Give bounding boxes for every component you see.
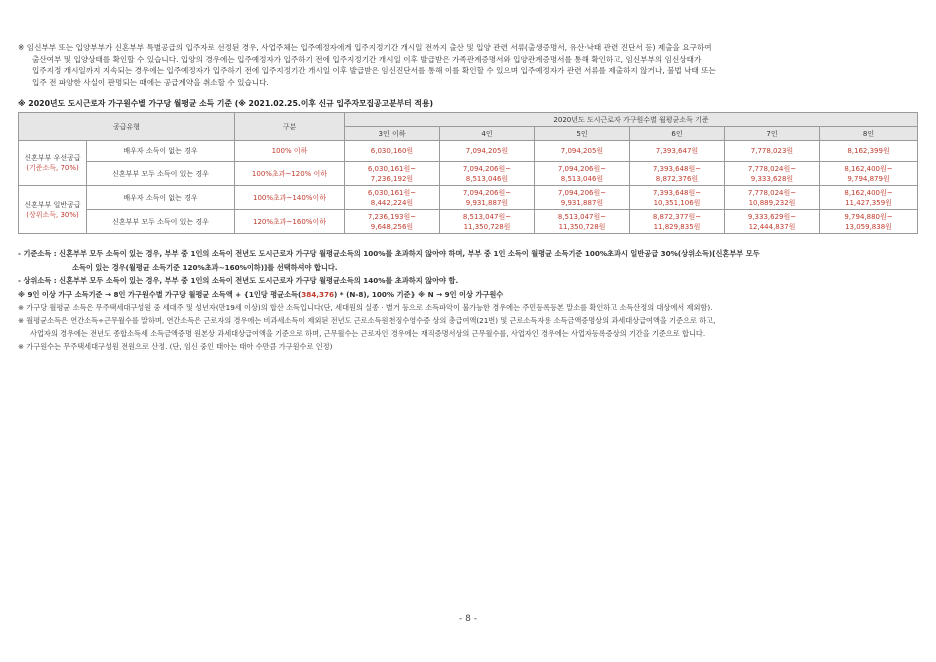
group-label: [19, 141, 87, 186]
table-row: [19, 186, 918, 210]
income-from: 7,094,206원~: [462, 188, 512, 197]
income-cell: 7,094,205원: [440, 141, 535, 162]
income-from: 7,094,206원~: [462, 164, 512, 173]
income-table: [18, 112, 918, 234]
footnote-9plus-c: ※ N → 9인 이상 가구원수: [415, 290, 504, 299]
income-cell: [630, 210, 725, 234]
income-to: 11,350,728원: [463, 222, 511, 231]
income-cell: [725, 186, 820, 210]
income-cell: [630, 186, 725, 210]
income-from: 6,030,161원~: [367, 188, 417, 197]
header-household-size: 6인: [630, 127, 725, 141]
intro-line: 입주 전 파양한 사실이 판명되는 때에는 공급계약을 취소할 수 있습니다.: [32, 77, 269, 87]
page-number: - 8 -: [459, 614, 477, 624]
intro-line: 입주지정 개시일까지 지속되는 경우에는 입주예정자가 입주하기 전에 입주지정기간 개시일 이후 발급받은 임신진단서를 통해 이를 확인할 수 있으며 입주예정자가 관련 서류를 제출하지 않거나, 불법 낙태 또는: [32, 66, 716, 75]
income-cell: [440, 162, 535, 186]
row-ratio: 100% 이하: [235, 141, 345, 162]
row-kind: 신혼부부 모두 소득이 있는 경우: [87, 162, 235, 186]
header-supply-type: 공급유형: [19, 113, 235, 141]
footnote-monthly-income: ※ 월평균소득은 연간소득÷근무월수를 말하며, 연간소득은 근로자의 경우에는 비과세소득이 제외된 전년도 근로소득원천징수영수증 상의 총급여액(21번) 및 근로소득자용 소득금액증명상의 과세대상급여액을 기준으로 하고,: [18, 316, 716, 325]
income-from: 7,778,024원~: [747, 164, 797, 173]
income-to: 9,333,628원: [750, 174, 794, 183]
footnote-monthly-income-cont: 사업자의 경우에는 전년도 종합소득세 소득금액증명 원본상 과세대상급여액을 기준으로 하며, 근무월수는 근로자인 경우에는 재직증명서상의 근무월수를, 사업자인 경우에는 사업자등록증상의 기간을 기준으로 합니다.: [30, 329, 706, 338]
row-kind: 배우자 소득이 없는 경우: [87, 141, 235, 162]
income-to: 8,513,046원: [560, 174, 604, 183]
income-to: 11,829,835원: [653, 222, 701, 231]
income-to: 11,350,728원: [558, 222, 606, 231]
header-household-size: 3인 이하: [345, 127, 440, 141]
income-cell: 7,094,205원: [535, 141, 630, 162]
income-to: 9,931,887원: [465, 198, 509, 207]
group-name: 신혼부부 우선공급: [24, 154, 81, 162]
income-cell: 8,162,399원: [820, 141, 918, 162]
group-sub: (상위소득, 30%): [26, 210, 79, 219]
income-to: 12,444,837원: [748, 222, 796, 231]
header-household-size: 5인: [535, 127, 630, 141]
income-cell: [630, 162, 725, 186]
income-cell: [820, 186, 918, 210]
row-kind: 배우자 소득이 없는 경우: [87, 186, 235, 210]
income-from: 9,333,629원~: [747, 212, 797, 221]
table-notes: [18, 247, 918, 288]
intro-paragraph: [18, 42, 918, 88]
income-cell: [345, 162, 440, 186]
group-sub: (기준소득, 70%): [26, 164, 79, 172]
table-row: [19, 141, 918, 162]
note-base-income: - 기준소득 : 신혼부부 모두 소득이 있는 경우, 부부 중 1인의 소득이 전년도 도시근로자 가구당 월평균소득의 100%를 초과하지 않아야 하며, 부부 중 1인 소득이 월평균 소득기준 100%초과시 일반공급 30%(상위소득)[신혼부부 모두: [18, 249, 760, 258]
row-ratio: 120%초과~160%이하: [235, 210, 345, 234]
header-household-size: 8인: [820, 127, 918, 141]
footnote-9plus-a: ※ 9인 이상 가구 소득기준 → 8인 가구원수별 가구당 월평균 소득액 + {1인당 평균소득(: [18, 290, 302, 299]
income-cell: [440, 186, 535, 210]
income-cell: [345, 210, 440, 234]
row-ratio: 100%초과~120% 이하: [235, 162, 345, 186]
income-from: 8,513,047원~: [557, 212, 607, 221]
income-from: 6,030,161원~: [367, 164, 417, 173]
income-cell: [535, 162, 630, 186]
footnote-household-count: ※ 가구원수는 무주택세대구성원 전원으로 산정. (단, 임신 중인 태아는 태아 수만큼 가구원수로 인정): [18, 342, 333, 351]
group-label: [19, 186, 87, 234]
table-row: [19, 162, 918, 186]
income-from: 8,162,400원~: [844, 164, 893, 173]
income-cell: 6,030,160원: [345, 141, 440, 162]
income-from: 7,393,648원~: [652, 188, 702, 197]
income-to: 13,059,838원: [845, 222, 892, 231]
income-from: 9,794,880원~: [844, 212, 893, 221]
income-to: 9,648,256원: [370, 222, 414, 231]
intro-line: ※ 임신부부 또는 입양부부가 신혼부부 특별공급의 입주자로 선정된 경우, 사업주체는 입주예정자에게 입주지정기간 개시일 전까지 출산 및 입양 관련 서류(출생증명서, 유산·낙태 관련 진단서 등) 제출을 요구하여: [18, 43, 712, 52]
note-upper-income: - 상위소득 : 신혼부부 모두 소득이 있는 경우, 부부 중 1인의 소득이 전년도 도시근로자 가구당 월평균소득의 140%를 초과하지 않아야 함.: [18, 276, 459, 285]
group-name: 신혼부부 일반공급: [24, 200, 81, 209]
income-from: 7,094,206원~: [557, 164, 607, 173]
income-cell: 7,393,647원: [630, 141, 725, 162]
income-from: 7,393,648원~: [652, 164, 702, 173]
income-to: 9,794,879원: [847, 174, 890, 183]
income-from: 8,162,400원~: [844, 188, 893, 197]
income-to: 8,442,224원: [370, 198, 414, 207]
income-footnotes: [18, 288, 918, 353]
note-base-income-cont: 소득이 있는 경우(월평균 소득기준 120%초과~160%이하)]를 선택하셔야 합니다.: [72, 262, 338, 272]
header-kind: 구분: [235, 113, 345, 141]
income-cell: [345, 186, 440, 210]
income-cell: [725, 162, 820, 186]
income-cell: [535, 210, 630, 234]
table-row: [19, 210, 918, 234]
intro-line: 출산여부 및 입양상태를 확인할 수 있습니다. 입양의 경우에는 입주예정자가 입주하기 전에 입주지정기간 개시일 이후 발급받은 가족관계증명서와 입양관계증명서를 통해 확인하고, 임신부부의 임신상태가: [32, 54, 702, 64]
footnote-9plus-b: ) * (N-8), 100% 기준}: [334, 290, 416, 299]
income-cell: [440, 210, 535, 234]
header-household-size: 4인: [440, 127, 535, 141]
income-cell: 7,778,023원: [725, 141, 820, 162]
income-to: 7,236,192원: [370, 174, 414, 183]
header-income-standard: 2020년도 도시근로자 가구원수별 월평균소득 기준: [345, 113, 918, 127]
income-cell: [725, 210, 820, 234]
income-to: 10,889,232원: [748, 198, 796, 207]
income-from: 7,236,193원~: [367, 212, 417, 221]
income-from: 7,094,206원~: [557, 188, 607, 197]
income-to: 9,931,887원: [560, 198, 604, 207]
income-to: 11,427,359원: [845, 198, 892, 207]
footnote-9plus-value: 384,376: [301, 290, 335, 299]
header-household-size: 7인: [725, 127, 820, 141]
income-to: 10,351,106원: [653, 198, 701, 207]
row-ratio: 100%초과~140%이하: [235, 186, 345, 210]
income-to: 8,872,376원: [655, 174, 699, 183]
footnote-household-income: ※ 가구당 월평균 소득은 무주택세대구성원 중 세대주 및 성년자(만19세 이상)의 합산 소득입니다(단, 세대원의 실종 · 별거 등으로 소득파악이 불가능한 경우에는 주민등록등본 말소를 확인하고 소득산정의 대상에서 제외함).: [18, 303, 713, 312]
income-from: 7,778,024원~: [747, 188, 797, 197]
income-to: 8,513,046원: [465, 174, 509, 183]
footnote-9plus: [18, 288, 918, 301]
income-from: 8,513,047원~: [462, 212, 512, 221]
row-kind: 신혼부부 모두 소득이 있는 경우: [87, 210, 235, 234]
income-cell: [535, 186, 630, 210]
income-cell: [820, 210, 918, 234]
income-from: 8,872,377원~: [652, 212, 702, 221]
section-title: ※ 2020년도 도시근로자 가구원수별 가구당 월평균 소득 기준 (※ 2021.02.25.이후 신규 입주자모집공고분부터 적용): [18, 99, 434, 108]
income-cell: [820, 162, 918, 186]
